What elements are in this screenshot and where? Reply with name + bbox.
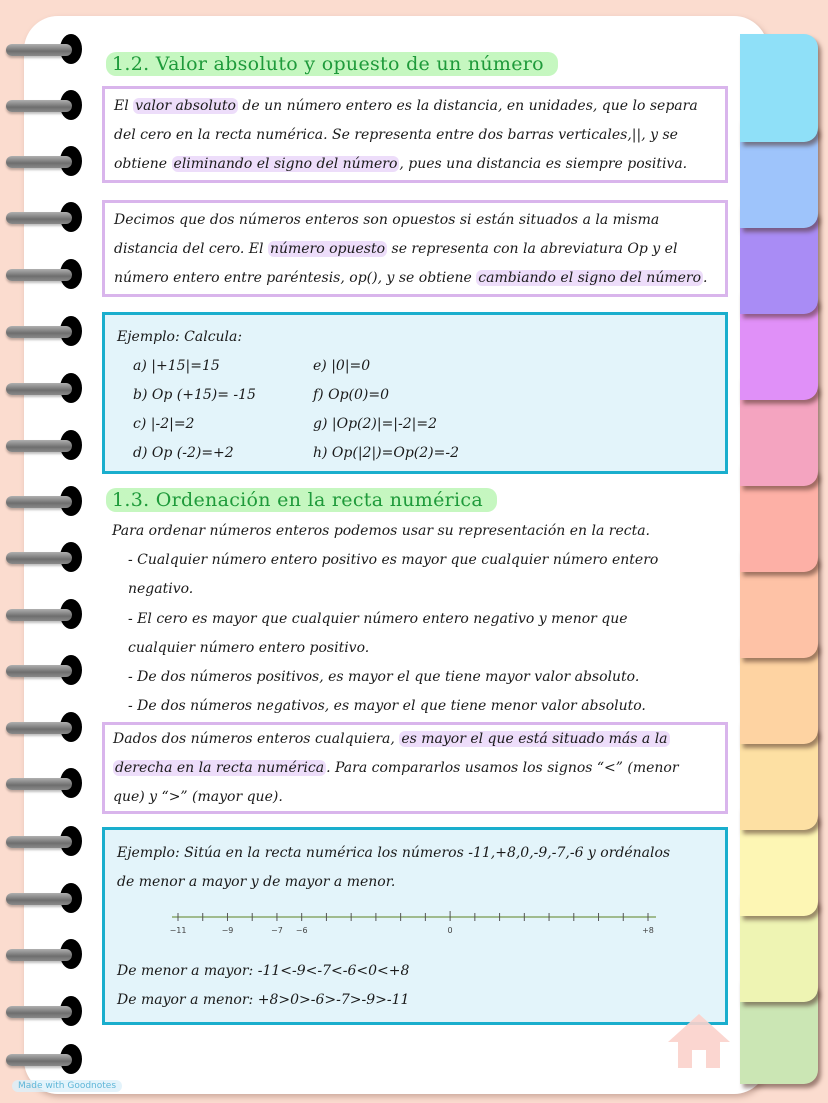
text-line: distancia del cero. El número opuesto se representa con la abreviatura Op y el [114, 241, 678, 257]
highlighted-term: es mayor el que está situado más a la [401, 731, 668, 747]
highlighted-term: valor absoluto [135, 98, 236, 114]
example-box-calcula [102, 312, 728, 474]
definition-text [114, 92, 725, 179]
example-item: g) |Op(2)|=|-2|=2 [313, 416, 438, 432]
binder-ring [6, 373, 80, 403]
example-item: d) Op (-2)=+2 [133, 445, 234, 461]
text-line: obtiene eliminando el signo del número , pues una distancia es siempre positiva. [114, 156, 688, 172]
binder-ring [6, 430, 80, 460]
home-icon[interactable] [666, 1012, 732, 1070]
bullet-line: - Cualquier número entero positivo es mayor que cualquier número entero [128, 552, 659, 568]
definition-box-opposite [102, 200, 728, 297]
bullet-line: - El cero es mayor que cualquier número entero negativo y menor que [128, 611, 628, 627]
number-line-label: −9 [221, 926, 234, 935]
binder-ring [6, 768, 80, 798]
binder-ring [6, 542, 80, 572]
text-line: derecha en la recta numérica . Para compararlos usamos los signos “<” (menor [115, 760, 679, 776]
example-item: a) |+15|=15 [133, 358, 220, 374]
goodnotes-watermark: Made with Goodnotes [12, 1080, 122, 1092]
definition-text [114, 206, 725, 293]
bullet-line: cualquier número entero positivo. [128, 640, 370, 656]
number-line-label: 0 [447, 926, 453, 935]
section-heading-1-2: 1.2. Valor absoluto y opuesto de un número [106, 52, 558, 76]
example-item: h) Op(|2|)=Op(2)=-2 [313, 445, 460, 461]
highlighted-term: número opuesto [269, 241, 386, 257]
binder-ring [6, 939, 80, 969]
text-line: Dados dos números enteros cualquiera, es mayor el que está situado más a la [113, 731, 668, 747]
example-result-descending: De mayor a menor: +8>0>-6>-7>-9>-11 [117, 992, 410, 1008]
text-line: número entero entre paréntesis, op(), y se obtiene cambiando el signo del número . [114, 270, 708, 286]
definition-box-absolute-value [102, 86, 728, 183]
definition-text [113, 725, 725, 812]
section-heading-1-3: 1.3. Ordenación en la recta numérica [106, 488, 497, 512]
text-line: que) y “>” (mayor que). [113, 789, 283, 805]
binder-ring [6, 883, 80, 913]
highlighted-term: derecha en la recta numérica [115, 760, 325, 776]
bullet-line: - De dos números negativos, es mayor el que tiene menor valor absoluto. [128, 698, 646, 714]
intro-text: Para ordenar números enteros podemos usar su representación en la recta. [112, 523, 650, 539]
binder-ring [6, 34, 80, 64]
definition-box-ordering [102, 722, 728, 814]
number-line-label: −11 [170, 926, 187, 935]
binder-ring [6, 259, 80, 289]
binder-ring [6, 202, 80, 232]
bullet-line: - De dos números positivos, es mayor el que tiene mayor valor absoluto. [128, 669, 640, 685]
example-item: b) Op (+15)= -15 [133, 387, 256, 403]
binder-ring [6, 90, 80, 120]
number-line-label: −6 [295, 926, 308, 935]
text-line: del cero en la recta numérica. Se representa entre dos barras verticales,||, y se [114, 127, 678, 143]
example-item: e) |0|=0 [313, 358, 371, 374]
highlighted-term: cambiando el signo del número [478, 270, 702, 286]
binder-ring [6, 996, 80, 1026]
binder-ring [6, 146, 80, 176]
example-prompt-line: de menor a mayor y de mayor a menor. [117, 874, 396, 890]
binder-ring [6, 826, 80, 856]
text-line: Decimos que dos números enteros son opuestos si están situados a la misma [114, 212, 660, 228]
binder-ring [6, 316, 80, 346]
binder-ring [6, 486, 80, 516]
tab-1[interactable] [740, 34, 818, 142]
example-heading: Ejemplo: Calcula: [117, 329, 243, 345]
number-line-label: +8 [642, 926, 654, 935]
binder-ring [6, 712, 80, 742]
number-line [170, 905, 660, 945]
binder-ring [6, 655, 80, 685]
example-prompt-line: Ejemplo: Sitúa en la recta numérica los números -11,+8,0,-9,-7,-6 y ordénalos [117, 845, 671, 861]
example-item: f) Op(0)=0 [313, 387, 390, 403]
binder-ring [6, 1044, 80, 1074]
example-result-ascending: De menor a mayor: -11<-9<-7<-6<0<+8 [117, 963, 410, 979]
text-line: El valor absoluto de un número entero es la distancia, en unidades, que lo separa [114, 98, 698, 114]
number-line-label: −7 [271, 926, 283, 935]
bullet-line: negativo. [128, 581, 194, 597]
binder-ring [6, 599, 80, 629]
example-item: c) |-2|=2 [133, 416, 195, 432]
highlighted-term: eliminando el signo del número [173, 156, 398, 172]
